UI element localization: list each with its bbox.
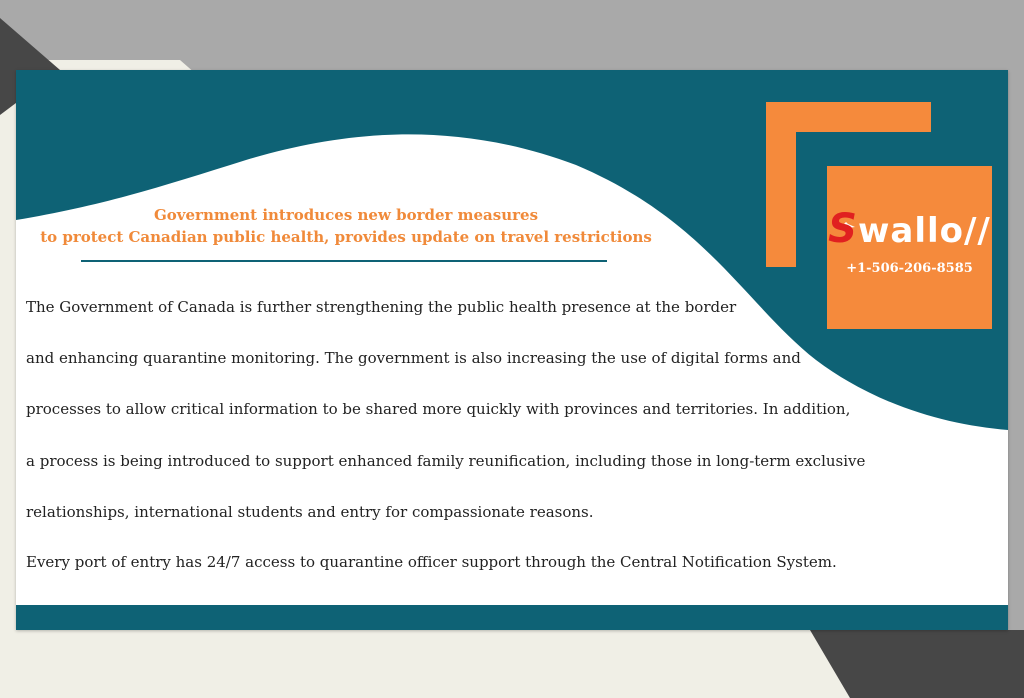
phone-number[interactable]: +1-506-206-8585 — [846, 261, 973, 276]
body-line-6: Every port of entry has 24/7 access to quarantine officer support through the Central Notification System. — [26, 553, 837, 571]
logo-box[interactable] — [827, 166, 992, 329]
headline — [36, 204, 656, 248]
background-dark-wedge-bottom — [810, 630, 1024, 698]
background-cream-corner — [0, 630, 300, 698]
body-line-4: a process is being introduced to support enhanced family reunification, including those in long-term exclusive — [26, 452, 866, 470]
headline-line-1: Government introduces new border measures — [153, 206, 539, 224]
headline-line-2: to protect Canadian public health, provides update on travel restrictions — [40, 228, 652, 246]
body-line-1: The Government of Canada is further strengthening the public health presence at the border — [26, 298, 737, 316]
body-line-2: and enhancing quarantine monitoring. The government is also increasing the use of digital forms and — [26, 349, 801, 367]
brand-logo — [827, 206, 992, 252]
footer-teal-band — [16, 605, 1008, 630]
body-line-3: processes to allow critical information to be shared more quickly with provinces and territories. In addition, — [26, 400, 851, 418]
headline-underline — [81, 260, 607, 262]
announcement-card — [16, 70, 1008, 630]
body-line-5: relationships, international students and entry for compassionate reasons. — [26, 503, 594, 521]
brand-logo-rest: wallo// — [857, 211, 991, 251]
orange-frame-left-bar — [766, 102, 796, 267]
brand-logo-initial: S — [828, 206, 858, 252]
